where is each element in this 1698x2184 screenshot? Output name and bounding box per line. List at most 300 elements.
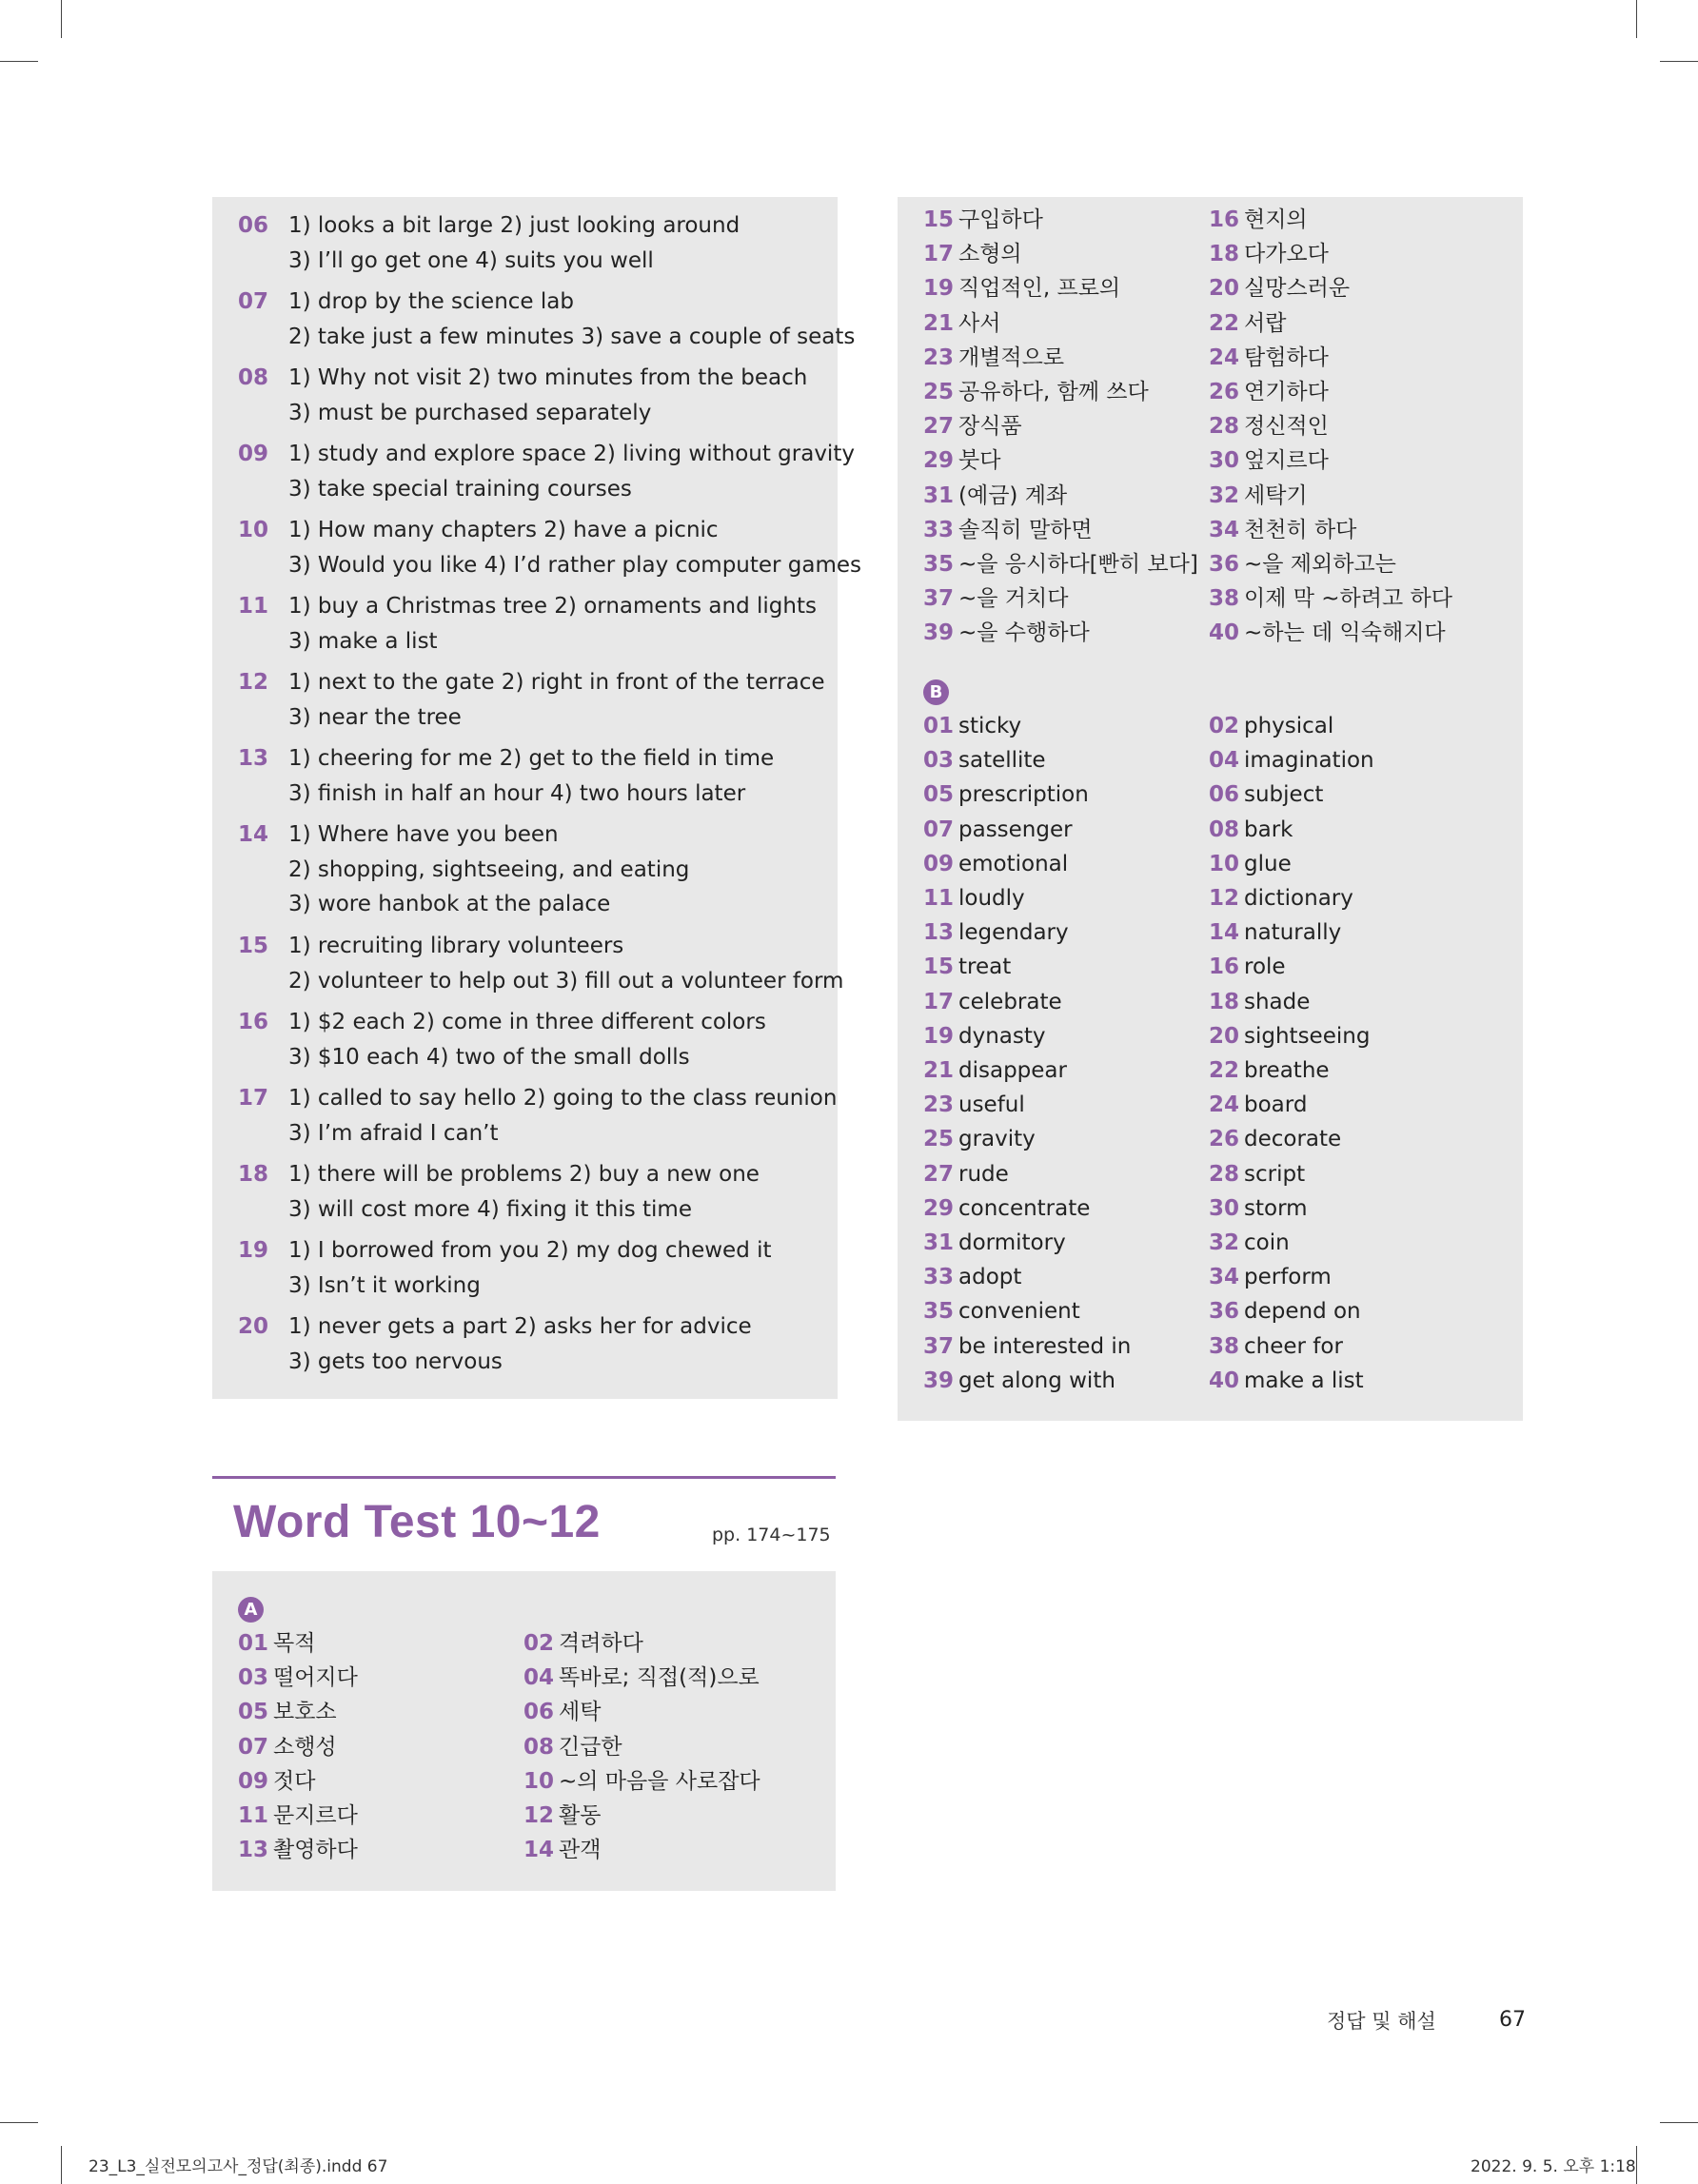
vocab-text: 현지의 bbox=[1244, 207, 1308, 232]
section-rule bbox=[212, 1476, 836, 1479]
vocab-text: 떨어지다 bbox=[273, 1665, 358, 1691]
slug-file-name: 23_L3_실전모의고사_정답(최종).indd 67 bbox=[89, 2157, 388, 2176]
item-number: 34 bbox=[1209, 1265, 1240, 1290]
vocab-item bbox=[523, 1764, 760, 1799]
answer-lines bbox=[288, 285, 855, 354]
vocab-text: coin bbox=[1244, 1230, 1290, 1255]
vocab-item bbox=[1209, 743, 1374, 777]
answer-line: 2) volunteer to help out 3) fill out a volunteer form bbox=[288, 968, 844, 994]
item-number: 08 bbox=[523, 1734, 555, 1760]
vocab-text: 탐험하다 bbox=[1244, 344, 1329, 370]
vocab-text: 이제 막 ~하려고 하다 bbox=[1244, 586, 1452, 612]
answer-line: 3) make a list bbox=[288, 628, 438, 654]
item-number: 24 bbox=[1209, 344, 1240, 370]
vocab-text: shade bbox=[1244, 989, 1311, 1014]
item-number: 21 bbox=[923, 1058, 955, 1083]
item-number: 15 bbox=[923, 207, 955, 232]
vocab-item bbox=[923, 777, 1089, 812]
item-number: 17 bbox=[238, 1086, 269, 1111]
vocab-item bbox=[1209, 881, 1353, 915]
item-number: 10 bbox=[523, 1768, 555, 1794]
vocab-item bbox=[923, 1088, 1025, 1122]
vocab-item bbox=[1209, 1157, 1305, 1191]
crop-mark bbox=[61, 0, 62, 38]
vocab-item bbox=[923, 915, 1069, 950]
item-number: 29 bbox=[923, 1195, 955, 1221]
vocab-item bbox=[238, 1730, 337, 1764]
item-number: 21 bbox=[923, 310, 955, 336]
vocab-item bbox=[923, 1260, 1021, 1294]
vocab-item bbox=[1209, 1053, 1330, 1088]
answer-line: 1) How many chapters 2) have a picnic bbox=[288, 518, 719, 542]
vocab-item bbox=[923, 513, 1093, 547]
vocab-text: perform bbox=[1244, 1265, 1332, 1290]
vocab-item bbox=[923, 709, 1021, 743]
answer-lines bbox=[288, 513, 861, 582]
vocab-item bbox=[923, 985, 1062, 1019]
vocab-text: concentrate bbox=[958, 1195, 1091, 1221]
item-number: 39 bbox=[923, 1367, 955, 1393]
item-number: 17 bbox=[923, 989, 955, 1014]
vocab-text: 연기하다 bbox=[1244, 380, 1329, 404]
vocab-item bbox=[923, 581, 1068, 616]
footer-label: 정답 및 해설 bbox=[1327, 2010, 1436, 2033]
vocab-text: 실망스러운 bbox=[1244, 276, 1351, 302]
item-number: 20 bbox=[1209, 1023, 1240, 1049]
answer-line: 3) take special training courses bbox=[288, 476, 632, 502]
item-number: 13 bbox=[923, 920, 955, 946]
crop-mark bbox=[1636, 2146, 1637, 2184]
section-a-badge: A bbox=[238, 1597, 264, 1623]
vocab-item bbox=[923, 479, 1067, 513]
page-reference: pp. 174~175 bbox=[712, 1525, 831, 1545]
item-number: 13 bbox=[238, 1838, 269, 1863]
item-number: 09 bbox=[923, 851, 955, 876]
vocab-text: satellite bbox=[958, 748, 1046, 774]
answer-line: 1) never gets a part 2) asks her for advice bbox=[288, 1314, 752, 1339]
answer-lines bbox=[288, 361, 807, 430]
item-number: 39 bbox=[923, 620, 955, 646]
item-number: 20 bbox=[238, 1314, 269, 1339]
vocab-item bbox=[238, 1764, 315, 1799]
answer-line: 3) Would you like 4) I’d rather play computer games bbox=[288, 552, 862, 578]
vocab-text: cheer for bbox=[1244, 1333, 1343, 1359]
item-number: 06 bbox=[1209, 782, 1240, 808]
item-number: 35 bbox=[923, 552, 955, 577]
vocab-item bbox=[1209, 1364, 1364, 1398]
vocab-text: useful bbox=[958, 1092, 1025, 1118]
vocab-item bbox=[1209, 847, 1292, 881]
vocab-item bbox=[923, 1122, 1036, 1156]
vocab-item bbox=[1209, 709, 1333, 743]
vocab-box bbox=[898, 197, 1523, 1421]
vocab-text: 천천히 하다 bbox=[1244, 517, 1357, 542]
vocab-item bbox=[923, 1226, 1066, 1260]
vocab-item bbox=[1209, 777, 1323, 812]
item-number: 07 bbox=[238, 1734, 269, 1760]
item-number: 37 bbox=[923, 586, 955, 612]
page-number: 67 bbox=[1499, 2008, 1526, 2032]
item-number: 27 bbox=[923, 414, 955, 440]
vocab-text: depend on bbox=[1244, 1299, 1361, 1325]
answer-line: 1) Where have you been bbox=[288, 822, 559, 847]
vocab-text: 세탁 bbox=[559, 1700, 602, 1725]
vocab-text: 다가오다 bbox=[1244, 242, 1329, 267]
vocab-text: 보호소 bbox=[273, 1700, 337, 1725]
item-number: 18 bbox=[238, 1162, 269, 1187]
item-number: 27 bbox=[923, 1161, 955, 1187]
section-b-badge: B bbox=[923, 679, 949, 705]
item-number: 11 bbox=[238, 1803, 269, 1828]
vocab-item bbox=[238, 1799, 358, 1833]
answer-line: 1) recruiting library volunteers bbox=[288, 934, 624, 958]
item-number: 16 bbox=[238, 1010, 269, 1034]
answer-lines bbox=[288, 208, 740, 278]
item-number: 36 bbox=[1209, 552, 1240, 577]
vocab-text: ~을 응시하다[빤히 보다] bbox=[958, 552, 1198, 577]
vocab-text: emotional bbox=[958, 851, 1069, 876]
item-number: 33 bbox=[923, 517, 955, 542]
vocab-text: breathe bbox=[1244, 1058, 1330, 1083]
vocab-item bbox=[923, 443, 1000, 478]
answer-line: 1) called to say hello 2) going to the class reunion bbox=[288, 1086, 838, 1111]
item-number: 24 bbox=[1209, 1092, 1240, 1118]
crop-mark bbox=[0, 2122, 38, 2123]
vocab-text: decorate bbox=[1244, 1127, 1342, 1152]
vocab-text: 촬영하다 bbox=[273, 1838, 358, 1863]
vocab-item bbox=[1209, 1191, 1308, 1226]
vocab-text: rude bbox=[958, 1161, 1009, 1187]
vocab-text: ~의 마음을 사로잡다 bbox=[559, 1768, 760, 1794]
vocab-item bbox=[923, 743, 1046, 777]
vocab-item bbox=[238, 1695, 337, 1729]
vocab-text: script bbox=[1244, 1161, 1306, 1187]
vocab-item bbox=[1209, 1329, 1343, 1364]
vocab-text: 구입하다 bbox=[958, 207, 1043, 232]
vocab-item bbox=[1209, 1226, 1290, 1260]
vocab-text: passenger bbox=[958, 817, 1073, 842]
vocab-text: 문지르다 bbox=[273, 1803, 358, 1828]
vocab-item bbox=[923, 1157, 1009, 1191]
vocab-item bbox=[238, 1626, 315, 1661]
vocab-text: sightseeing bbox=[1244, 1023, 1371, 1049]
vocab-text: 직업적인, 프로의 bbox=[958, 276, 1121, 302]
item-number: 31 bbox=[923, 1230, 955, 1255]
vocab-item bbox=[923, 237, 1022, 271]
vocab-item bbox=[923, 306, 1000, 341]
vocab-item bbox=[1209, 547, 1396, 581]
vocab-item bbox=[523, 1661, 760, 1695]
vocab-text: role bbox=[1244, 954, 1286, 980]
vocab-item bbox=[923, 1019, 1046, 1053]
answer-line: 3) Isn’t it working bbox=[288, 1272, 481, 1298]
item-number: 16 bbox=[1209, 954, 1240, 980]
vocab-text: 장식품 bbox=[958, 414, 1022, 440]
answer-line: 3) wore hanbok at the palace bbox=[288, 892, 611, 916]
slug-date: 2022. 9. 5. 오후 1:18 bbox=[1471, 2157, 1636, 2176]
answer-lines bbox=[288, 1081, 837, 1151]
vocab-item bbox=[923, 847, 1068, 881]
vocab-text: bark bbox=[1244, 817, 1293, 842]
vocab-text: convenient bbox=[958, 1299, 1080, 1325]
answer-line: 1) I borrowed from you 2) my dog chewed it bbox=[288, 1238, 772, 1263]
item-number: 05 bbox=[923, 782, 955, 808]
answer-line: 3) finish in half an hour 4) two hours later bbox=[288, 780, 746, 806]
item-number: 19 bbox=[923, 1023, 955, 1049]
item-number: 40 bbox=[1209, 1367, 1240, 1393]
item-number: 25 bbox=[923, 380, 955, 404]
vocab-item bbox=[923, 1364, 1116, 1398]
item-number: 26 bbox=[1209, 380, 1240, 404]
vocab-item bbox=[923, 1053, 1067, 1088]
vocab-item bbox=[923, 616, 1090, 650]
vocab-text: 붓다 bbox=[958, 448, 1001, 474]
vocab-text: be interested in bbox=[958, 1333, 1132, 1359]
vocab-text: board bbox=[1244, 1092, 1308, 1118]
item-number: 02 bbox=[523, 1631, 555, 1656]
vocab-item bbox=[1209, 985, 1310, 1019]
answer-line: 1) drop by the science lab bbox=[288, 289, 574, 314]
item-number: 15 bbox=[923, 954, 955, 980]
item-number: 03 bbox=[238, 1665, 269, 1691]
vocab-item bbox=[923, 203, 1043, 237]
answer-lines bbox=[288, 1309, 752, 1379]
item-number: 04 bbox=[523, 1665, 555, 1691]
vocab-text: 엎지르다 bbox=[1244, 448, 1329, 474]
vocab-text: (예금) 계좌 bbox=[958, 482, 1068, 508]
vocab-item bbox=[1209, 915, 1341, 950]
answer-line: 1) there will be problems 2) buy a new one bbox=[288, 1162, 760, 1187]
item-number: 37 bbox=[923, 1333, 955, 1359]
answer-box bbox=[212, 197, 862, 1399]
answer-line: 3) $10 each 4) two of the small dolls bbox=[288, 1044, 690, 1070]
item-number: 11 bbox=[238, 594, 269, 619]
item-number: 05 bbox=[238, 1700, 269, 1725]
vocab-item bbox=[1209, 813, 1293, 847]
vocab-text: ~을 수행하다 bbox=[958, 620, 1090, 646]
answer-line: 3) will cost more 4) fixing it this time bbox=[288, 1196, 692, 1222]
answer-line: 3) near the tree bbox=[288, 704, 462, 730]
vocab-item bbox=[1209, 1122, 1341, 1156]
answer-line: 1) cheering for me 2) get to the field in time bbox=[288, 746, 775, 771]
answer-lines bbox=[288, 1233, 772, 1303]
vocab-text: dormitory bbox=[958, 1230, 1066, 1255]
item-number: 06 bbox=[238, 213, 269, 238]
item-number: 08 bbox=[238, 365, 269, 390]
answer-line: 1) $2 each 2) come in three different colors bbox=[288, 1010, 766, 1034]
vocab-text: make a list bbox=[1244, 1367, 1364, 1393]
vocab-text: gravity bbox=[958, 1127, 1036, 1152]
item-number: 28 bbox=[1209, 414, 1240, 440]
item-number: 40 bbox=[1209, 620, 1240, 646]
vocab-item bbox=[923, 409, 1022, 443]
item-number: 32 bbox=[1209, 482, 1240, 508]
vocab-item bbox=[923, 813, 1073, 847]
vocab-item bbox=[523, 1626, 643, 1661]
item-number: 12 bbox=[523, 1803, 555, 1828]
answer-lines bbox=[288, 741, 774, 811]
item-number: 10 bbox=[238, 518, 269, 542]
crop-mark bbox=[61, 2146, 62, 2184]
item-number: 01 bbox=[238, 1631, 269, 1656]
vocab-item bbox=[923, 547, 1198, 581]
vocab-text: ~을 거치다 bbox=[958, 586, 1069, 612]
answer-line: 3) I’ll go get one 4) suits you well bbox=[288, 247, 654, 273]
item-number: 29 bbox=[923, 448, 955, 474]
crop-mark bbox=[0, 61, 38, 62]
vocab-text: dynasty bbox=[958, 1023, 1046, 1049]
item-number: 12 bbox=[1209, 886, 1240, 911]
answer-line: 1) Why not visit 2) two minutes from the beach bbox=[288, 365, 808, 390]
vocab-item bbox=[238, 1661, 358, 1695]
answer-line: 1) study and explore space 2) living without gravity bbox=[288, 442, 855, 466]
item-number: 23 bbox=[923, 344, 955, 370]
vocab-item bbox=[1209, 479, 1308, 513]
item-number: 09 bbox=[238, 442, 269, 466]
vocab-text: treat bbox=[958, 954, 1012, 980]
section-title: Word Test 10~12 bbox=[233, 1497, 601, 1547]
vocab-text: ~하는 데 익숙해지다 bbox=[1244, 620, 1446, 646]
answer-lines bbox=[288, 589, 817, 659]
vocab-item bbox=[1209, 950, 1286, 984]
vocab-text: glue bbox=[1244, 851, 1292, 876]
item-number: 36 bbox=[1209, 1299, 1240, 1325]
vocab-text: loudly bbox=[958, 886, 1025, 911]
vocab-item bbox=[1209, 203, 1308, 237]
item-number: 07 bbox=[238, 289, 269, 314]
vocab-item bbox=[1209, 1019, 1370, 1053]
answer-line: 1) buy a Christmas tree 2) ornaments and lights bbox=[288, 594, 817, 619]
item-number: 28 bbox=[1209, 1161, 1240, 1187]
answer-lines bbox=[288, 665, 825, 735]
vocab-item bbox=[523, 1799, 601, 1833]
vocab-text: 정신적인 bbox=[1244, 414, 1329, 440]
vocab-item bbox=[1209, 341, 1329, 375]
item-number: 23 bbox=[923, 1092, 955, 1118]
item-number: 15 bbox=[238, 934, 269, 958]
answer-line: 3) must be purchased separately bbox=[288, 400, 652, 425]
vocab-item bbox=[923, 271, 1120, 305]
item-number: 32 bbox=[1209, 1230, 1240, 1255]
crop-mark bbox=[1660, 61, 1698, 62]
answer-line: 1) next to the gate 2) right in front of the terrace bbox=[288, 670, 825, 695]
vocab-item bbox=[1209, 1294, 1361, 1328]
answer-lines bbox=[288, 929, 843, 998]
vocab-item bbox=[923, 881, 1025, 915]
vocab-text: 사서 bbox=[958, 310, 1001, 336]
vocab-item bbox=[923, 950, 1011, 984]
answer-line: 2) take just a few minutes 3) save a couple of seats bbox=[288, 324, 856, 349]
item-number: 11 bbox=[923, 886, 955, 911]
vocab-text: get along with bbox=[958, 1367, 1116, 1393]
vocab-item bbox=[523, 1730, 622, 1764]
item-number: 07 bbox=[923, 817, 955, 842]
vocab-text: 세탁기 bbox=[1244, 482, 1308, 508]
vocab-item bbox=[523, 1695, 601, 1729]
vocab-text: 똑바로; 직접(적)으로 bbox=[559, 1665, 760, 1691]
vocab-text: legendary bbox=[958, 920, 1069, 946]
crop-mark bbox=[1660, 2122, 1698, 2123]
vocab-text: naturally bbox=[1244, 920, 1342, 946]
item-number: 22 bbox=[1209, 310, 1240, 336]
item-number: 10 bbox=[1209, 851, 1240, 876]
vocab-text: 격려하다 bbox=[559, 1631, 643, 1656]
word-test-box bbox=[212, 1571, 836, 1891]
vocab-item bbox=[523, 1833, 601, 1867]
answer-line: 1) looks a bit large 2) just looking around bbox=[288, 213, 740, 238]
answer-lines bbox=[288, 1005, 766, 1074]
item-number: 38 bbox=[1209, 1333, 1240, 1359]
vocab-text: imagination bbox=[1244, 748, 1374, 774]
item-number: 08 bbox=[1209, 817, 1240, 842]
vocab-text: 솔직히 말하면 bbox=[958, 517, 1093, 542]
item-number: 14 bbox=[523, 1838, 555, 1863]
item-number: 19 bbox=[923, 276, 955, 302]
item-number: 14 bbox=[238, 822, 269, 847]
item-number: 01 bbox=[923, 714, 955, 738]
item-number: 04 bbox=[1209, 748, 1240, 774]
vocab-text: 소형의 bbox=[958, 242, 1022, 267]
vocab-item bbox=[1209, 513, 1356, 547]
vocab-item bbox=[923, 375, 1149, 409]
item-number: 18 bbox=[1209, 242, 1240, 267]
vocab-text: storm bbox=[1244, 1195, 1308, 1221]
answer-line: 3) I’m afraid I can’t bbox=[288, 1120, 499, 1146]
vocab-text: 공유하다, 함께 쓰다 bbox=[958, 380, 1149, 404]
vocab-text: sticky bbox=[958, 714, 1022, 738]
vocab-text: 소행성 bbox=[273, 1734, 337, 1760]
vocab-text: adopt bbox=[958, 1265, 1022, 1290]
vocab-item bbox=[1209, 1088, 1307, 1122]
vocab-text: 젓다 bbox=[273, 1768, 316, 1794]
vocab-item bbox=[923, 1191, 1090, 1226]
vocab-text: subject bbox=[1244, 782, 1324, 808]
vocab-text: dictionary bbox=[1244, 886, 1353, 911]
item-number: 19 bbox=[238, 1238, 269, 1263]
item-number: 03 bbox=[923, 748, 955, 774]
vocab-item bbox=[1209, 375, 1329, 409]
vocab-text: 긴급한 bbox=[559, 1734, 622, 1760]
vocab-text: 목적 bbox=[273, 1631, 316, 1656]
vocab-item bbox=[1209, 581, 1452, 616]
answer-lines bbox=[288, 437, 855, 506]
item-number: 14 bbox=[1209, 920, 1240, 946]
vocab-text: physical bbox=[1244, 714, 1334, 738]
answer-line: 3) gets too nervous bbox=[288, 1348, 503, 1374]
item-number: 17 bbox=[923, 242, 955, 267]
vocab-text: 서랍 bbox=[1244, 310, 1287, 336]
item-number: 33 bbox=[923, 1265, 955, 1290]
vocab-text: celebrate bbox=[958, 989, 1062, 1014]
item-number: 06 bbox=[523, 1700, 555, 1725]
item-number: 20 bbox=[1209, 276, 1240, 302]
item-number: 16 bbox=[1209, 207, 1240, 232]
crop-mark bbox=[1636, 0, 1637, 38]
vocab-item bbox=[1209, 616, 1446, 650]
item-number: 02 bbox=[1209, 714, 1240, 738]
vocab-item bbox=[1209, 443, 1329, 478]
item-number: 12 bbox=[238, 670, 269, 695]
item-number: 38 bbox=[1209, 586, 1240, 612]
item-number: 25 bbox=[923, 1127, 955, 1152]
vocab-item bbox=[1209, 237, 1329, 271]
vocab-item bbox=[923, 1294, 1080, 1328]
vocab-text: 개별적으로 bbox=[958, 344, 1065, 370]
item-number: 31 bbox=[923, 482, 955, 508]
vocab-item bbox=[923, 1329, 1131, 1364]
vocab-text: disappear bbox=[958, 1058, 1067, 1083]
vocab-item bbox=[1209, 271, 1350, 305]
